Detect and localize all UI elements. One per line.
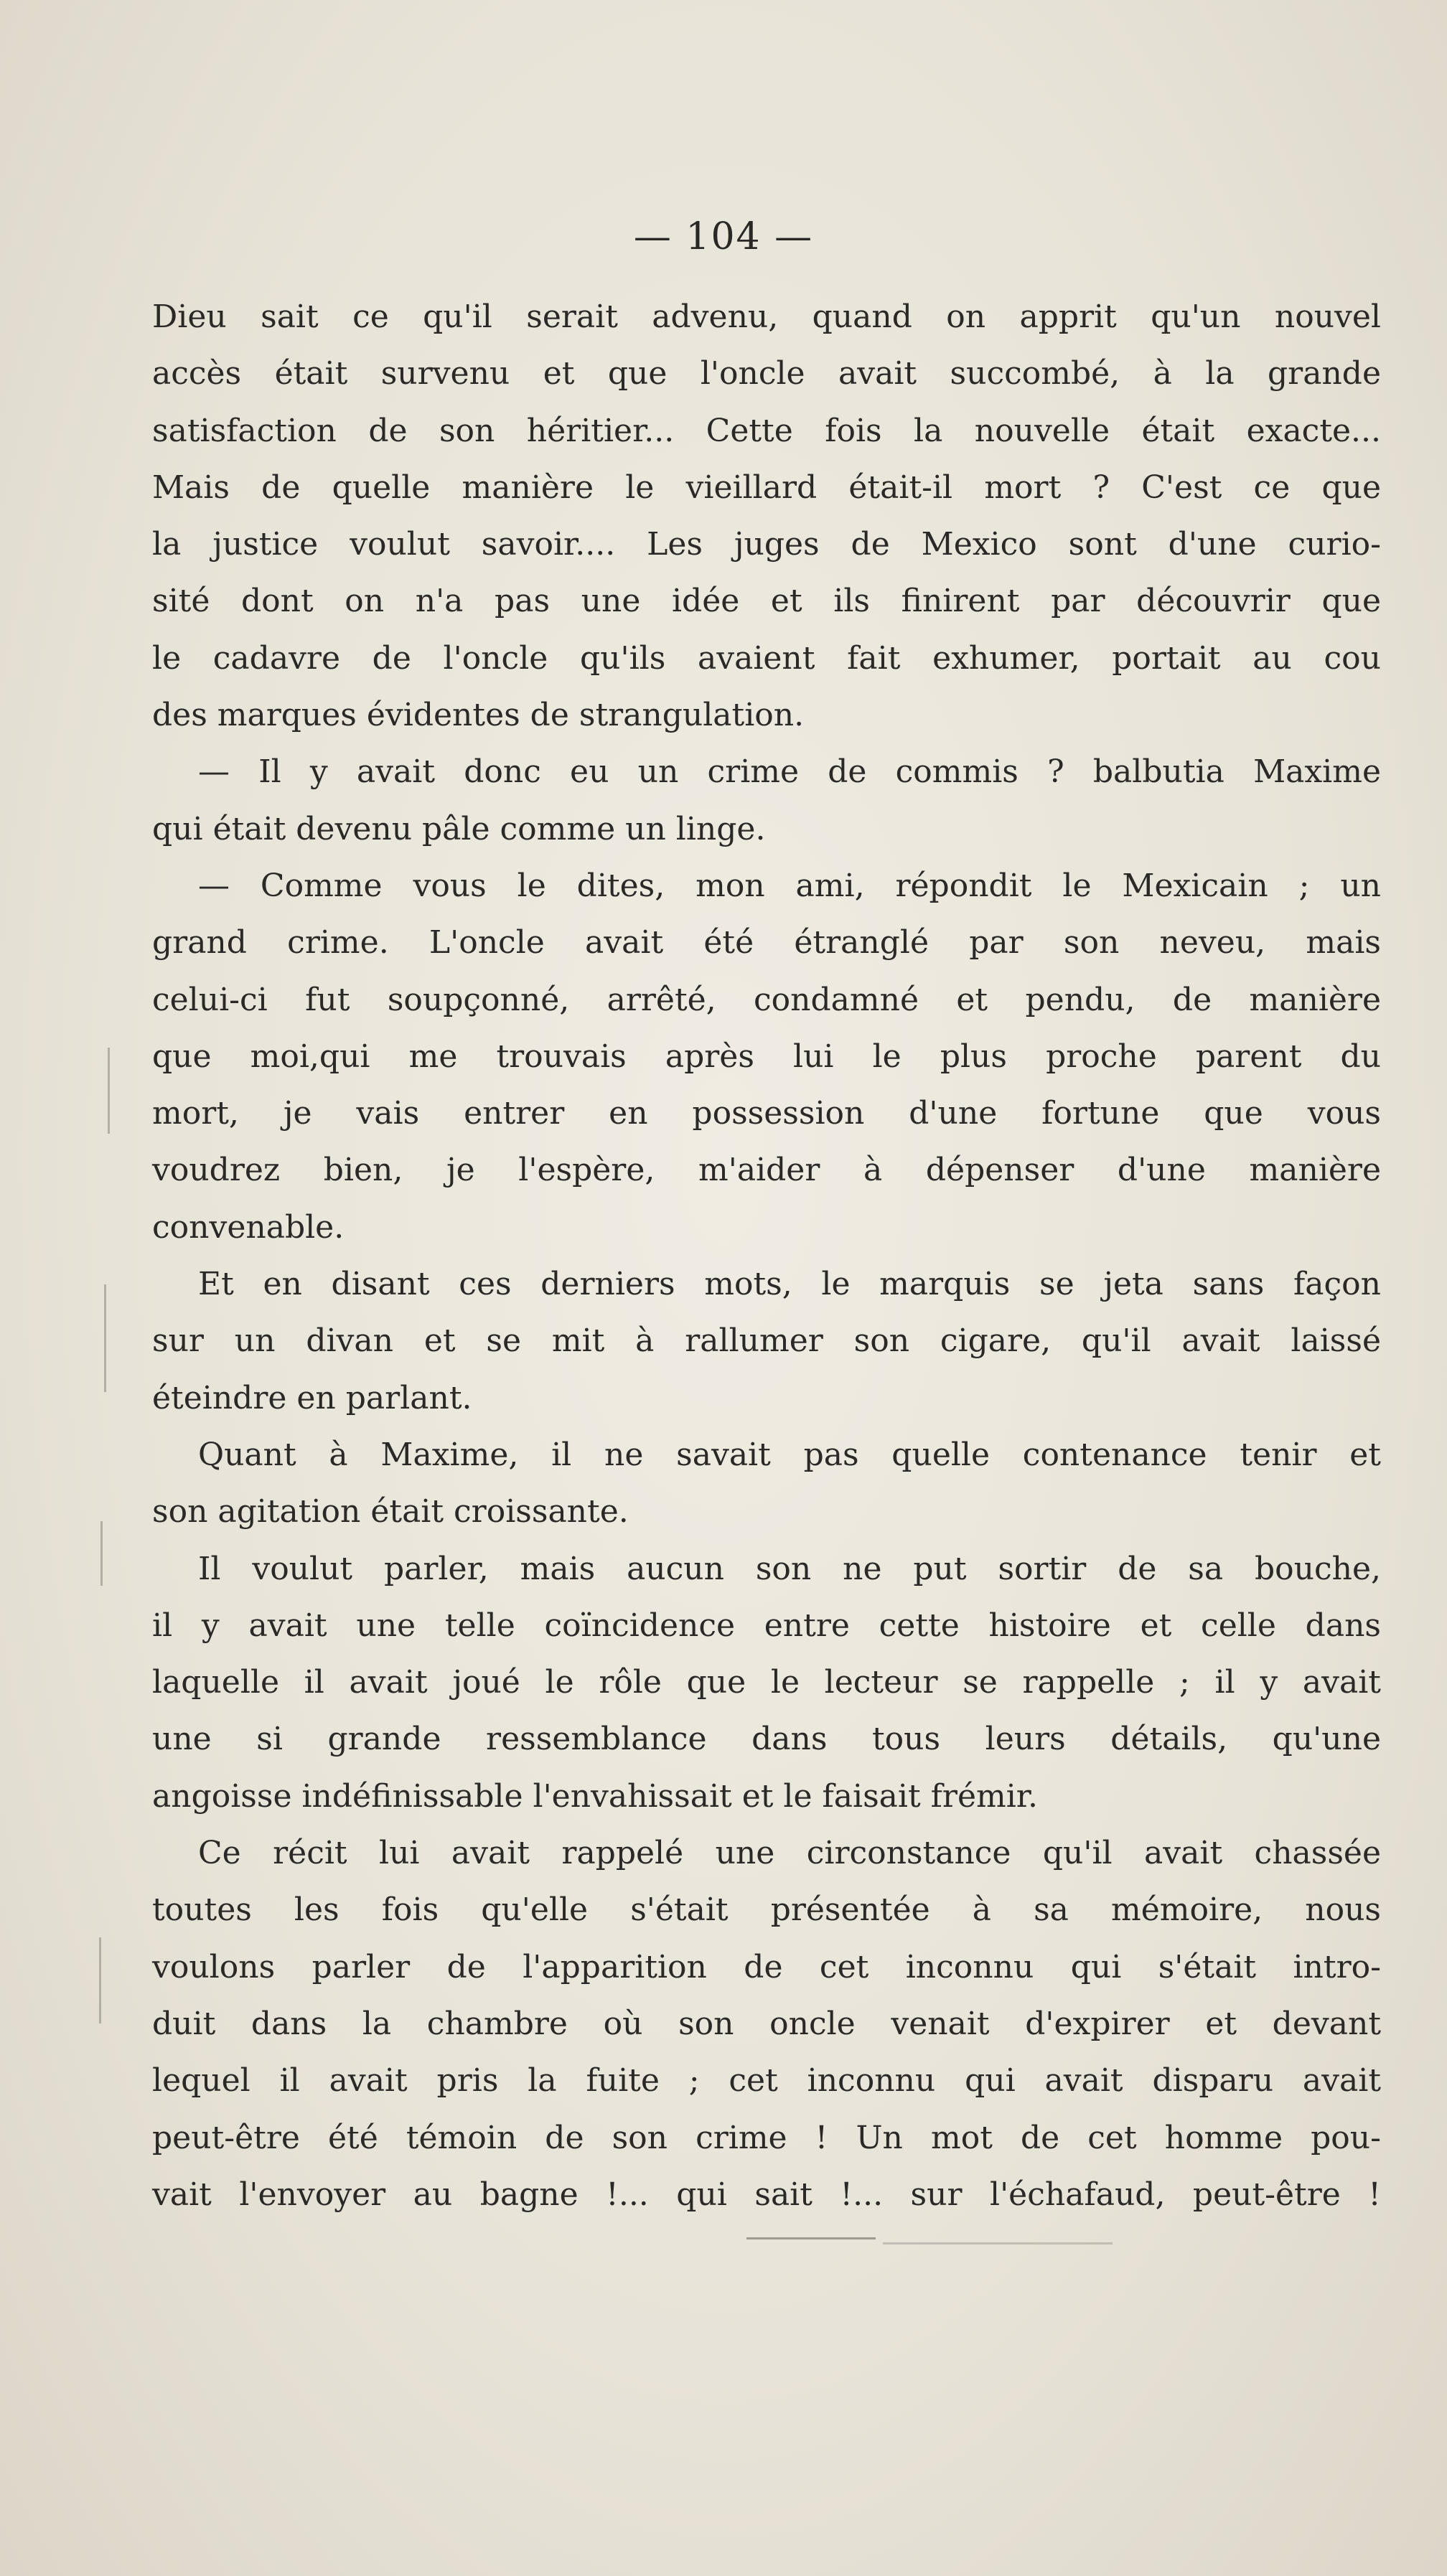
text-line: qui était devenu pâle comme un linge. xyxy=(152,810,766,847)
text-line: satisfaction de son héritier... Cette fois la nouvelle était exacte... xyxy=(152,412,1381,449)
ink-smudge xyxy=(883,2242,1113,2244)
text-line: laquelle il avait joué le rôle que le lecteur se rappelle ; il y avait xyxy=(152,1664,1381,1701)
text-line: la justice voulut savoir.... Les juges de Mexico sont d'une curio- xyxy=(152,526,1381,563)
text-line: voulons parler de l'apparition de cet inconnu qui s'était intro- xyxy=(152,1948,1381,1985)
text-line: le cadavre de l'oncle qu'ils avaient fait exhumer, portait au cou xyxy=(152,639,1381,677)
text-line: — Il y avait donc eu un crime de commis ? balbutia Maxime xyxy=(198,753,1381,791)
text-line: lequel il avait pris la fuite ; cet inconnu qui avait disparu avait xyxy=(152,2062,1381,2100)
text-line: que moi,qui me trouvais après lui le plus proche parent du xyxy=(152,1038,1381,1075)
body-text xyxy=(152,288,1381,2223)
text-line: sur un divan et se mit à rallumer son cigare, qu'il avait laissé xyxy=(152,1322,1381,1360)
text-line: peut-être été témoin de son crime ! Un mot de cet homme pou- xyxy=(152,2119,1381,2156)
text-line: toutes les fois qu'elle s'était présentée à sa mémoire, nous xyxy=(152,1891,1381,1929)
text-line: vait l'envoyer au bagne !... qui sait !... sur l'échafaud, peut-être ! xyxy=(152,2176,1381,2213)
text-line: Mais de quelle manière le vieillard était-il mort ? C'est ce que xyxy=(152,469,1381,506)
text-line: Et en disant ces derniers mots, le marquis se jeta sans façon xyxy=(198,1266,1381,1303)
text-line: une si grande ressemblance dans tous leurs détails, qu'une xyxy=(152,1721,1381,1758)
text-line: sité dont on n'a pas une idée et ils finirent par découvrir que xyxy=(152,583,1381,620)
text-line: grand crime. L'oncle avait été étranglé par son neveu, mais xyxy=(152,924,1381,962)
text-line: Quant à Maxime, il ne savait pas quelle contenance tenir et xyxy=(198,1436,1381,1473)
text-line: éteindre en parlant. xyxy=(152,1379,472,1416)
margin-pencil-mark xyxy=(99,1937,101,2023)
margin-pencil-mark xyxy=(104,1284,106,1392)
text-line: duit dans la chambre où son oncle venait d'expirer et devant xyxy=(152,2005,1381,2042)
text-line: Ce récit lui avait rappelé une circonstance qu'il avait chassée xyxy=(198,1835,1381,1872)
text-line: mort, je vais entrer en possession d'une fortune que vous xyxy=(152,1095,1381,1132)
text-line: voudrez bien, je l'espère, m'aider à dépenser d'une manière xyxy=(152,1152,1381,1189)
text-line: celui-ci fut soupçonné, arrêté, condamné et pendu, de manière xyxy=(152,981,1381,1018)
text-line: il y avait une telle coïncidence entre cette histoire et celle dans xyxy=(152,1607,1381,1644)
text-line: — Comme vous le dites, mon ami, répondit le Mexicain ; un xyxy=(198,867,1381,904)
margin-pencil-mark xyxy=(108,1048,110,1134)
text-line: des marques évidentes de strangulation. xyxy=(152,697,805,734)
text-line: angoisse indéfinissable l'envahissait et le faisait frémir. xyxy=(152,1777,1038,1815)
text-line: Dieu sait ce qu'il serait advenu, quand on apprit qu'un nouvel xyxy=(152,299,1381,335)
page-number: — 104 — xyxy=(633,215,814,258)
text-line: accès était survenu et que l'oncle avait succombé, à la grande xyxy=(152,355,1381,392)
text-line: Il voulut parler, mais aucun son ne put sortir de sa bouche, xyxy=(198,1550,1381,1587)
text-line: son agitation était croissante. xyxy=(152,1493,629,1531)
text-line: convenable. xyxy=(152,1208,345,1246)
ink-smudge xyxy=(746,2237,876,2239)
margin-pencil-mark xyxy=(100,1521,103,1586)
